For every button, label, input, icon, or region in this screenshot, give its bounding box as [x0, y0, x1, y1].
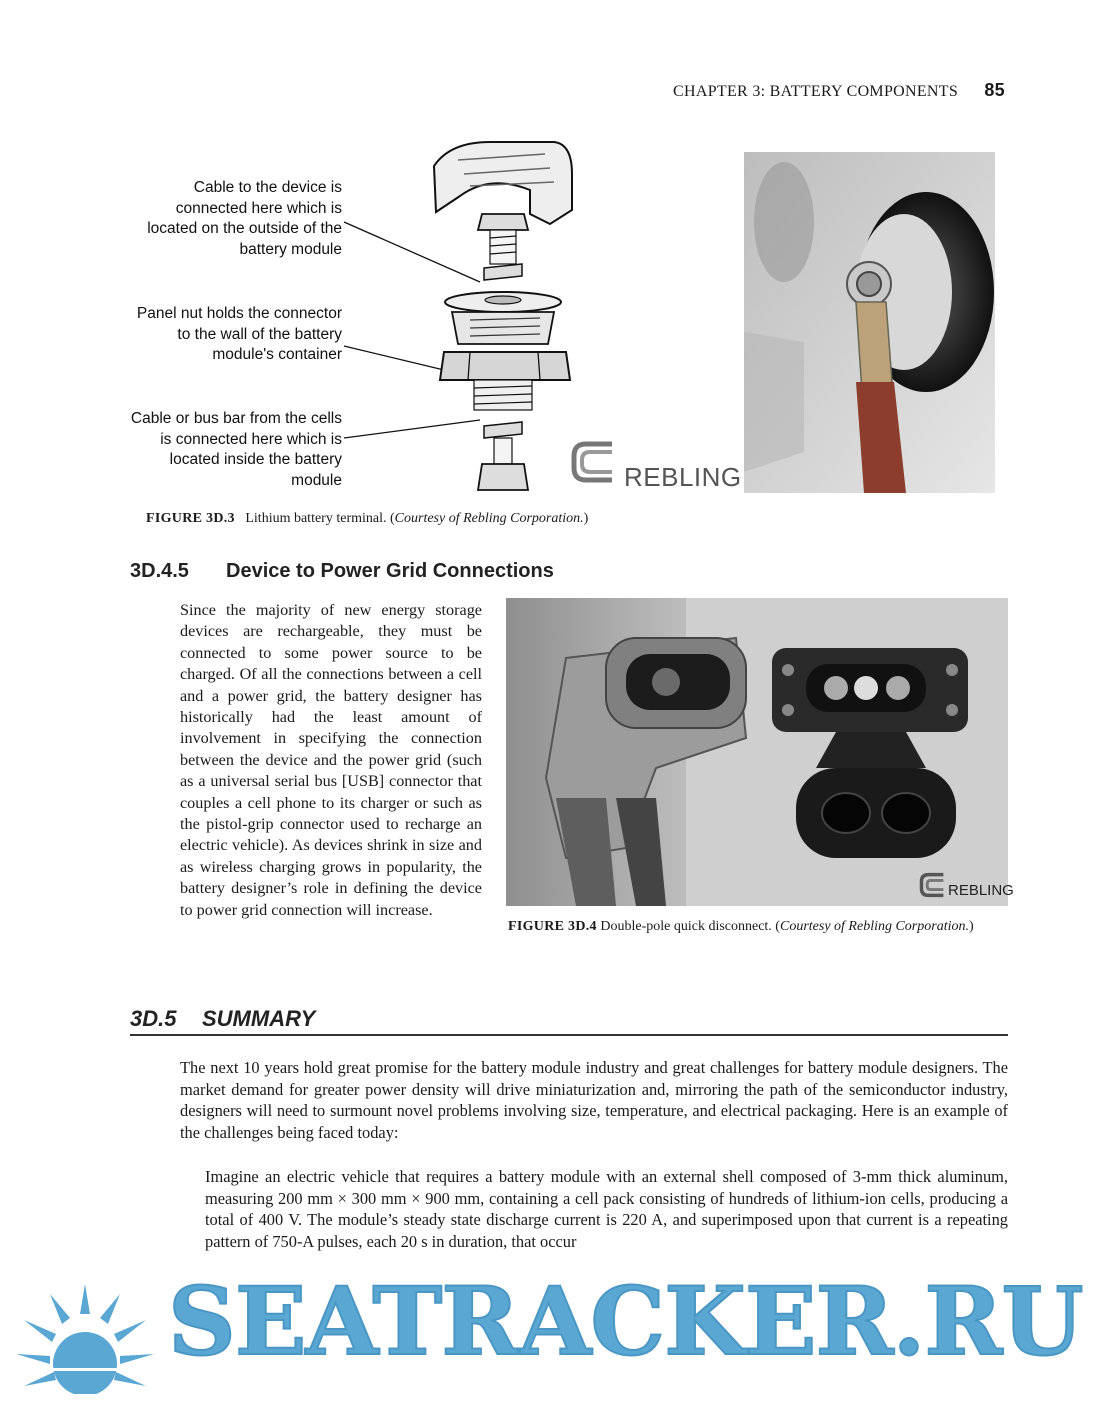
summary-heading — [130, 1006, 315, 1032]
figure-3d3-credit: Courtesy of Rebling Corporation. — [394, 511, 584, 526]
summary-rule — [130, 1034, 1008, 1036]
figure-3d3-caption: FIGURE 3D.3 Lithium battery terminal. (Courtesy of Rebling Corporation.) — [146, 511, 589, 526]
rebling-logo-text: REBLING — [624, 462, 742, 492]
terminal-photo — [744, 152, 995, 493]
running-header — [673, 80, 1005, 101]
section-body: Since the majority of new energy storage devices are rechargeable, they must be connected to some power source to be charged. Of all the connections between a cell and a power grid, the battery designer has historically had the least amount of involvement in specifying the connection between the device and the power grid (such as a universal serial bus [USB] connector that couples a cell phone to its charger or such as the pistol-grip connector used to recharge an electric vehicle). As devices shrink in size and as wireless charging grows in popularity, the battery designer’s role in defining the device to power grid connection will increase. — [180, 601, 482, 919]
watermark-text: SEATRACKER.RU — [168, 1267, 1083, 1377]
page-number: 85 — [984, 80, 1005, 100]
rebling-logo-mark-icon — [568, 436, 620, 488]
callout-cable-outside: Cable to the device is connected here which is located on the outside of the battery module — [147, 179, 342, 258]
watermark-sun-icon — [10, 1264, 160, 1394]
section-title: Device to Power Grid Connections — [226, 560, 554, 582]
summary-title: SUMMARY — [202, 1006, 316, 1031]
figure-3d4-text: Double-pole quick disconnect. ( — [600, 919, 780, 934]
figure-3d4-caption: FIGURE 3D.4 Double-pole quick disconnect. (Courtesy of Rebling Corporation.) — [508, 919, 974, 934]
callout-cable-inside: Cable or bus bar from the cells is connected here which is located inside the battery module — [130, 410, 342, 489]
summary-example: Imagine an electric vehicle that requires a battery module with an external shell composed of 3-mm thick aluminum, measuring 200 mm × 300 mm × 900 mm, containing a cell pack consisting of hundreds of lithium-ion cells, producing a total of 400 V. The module’s steady state discharge current is 220 A, and superimposed upon that current is a repeating pattern of 750-A pulses, each 20 s in duration, that occur — [205, 1167, 1008, 1251]
figure-3d3-text: Lithium battery terminal. ( — [245, 511, 395, 526]
rebling-logo-small-mark-icon — [918, 870, 948, 900]
quick-disconnect-photo — [506, 598, 1008, 906]
rebling-logo-small-text: REBLING — [948, 882, 1014, 899]
section-heading-3d45 — [130, 560, 554, 583]
figure-3d3-label: FIGURE 3D.3 — [146, 511, 235, 526]
summary-number: 3D.5 — [130, 1006, 177, 1031]
figure-3d4-credit: Courtesy of Rebling Corporation. — [779, 919, 969, 934]
figure-3d4-label: FIGURE 3D.4 — [508, 919, 597, 934]
summary-paragraph: The next 10 years hold great promise for the battery module industry and great challenges for battery module designers. The market demand for greater power density will drive miniaturization and, mirroring the path of the semiconductor industry, designers will need to surmount novel problems involving size, temperature, and electrical packaging. Here is an example of the challenges being faced today: — [180, 1058, 1008, 1142]
rebling-logo-small — [918, 870, 1014, 902]
section-number: 3D.4.5 — [130, 560, 189, 582]
chapter-title: CHAPTER 3: BATTERY COMPONENTS — [673, 83, 959, 100]
battery-terminal-diagram — [340, 130, 580, 500]
rebling-logo — [568, 436, 742, 492]
callout-panel-nut: Panel nut holds the connector to the wall of the battery module's container — [136, 305, 342, 363]
